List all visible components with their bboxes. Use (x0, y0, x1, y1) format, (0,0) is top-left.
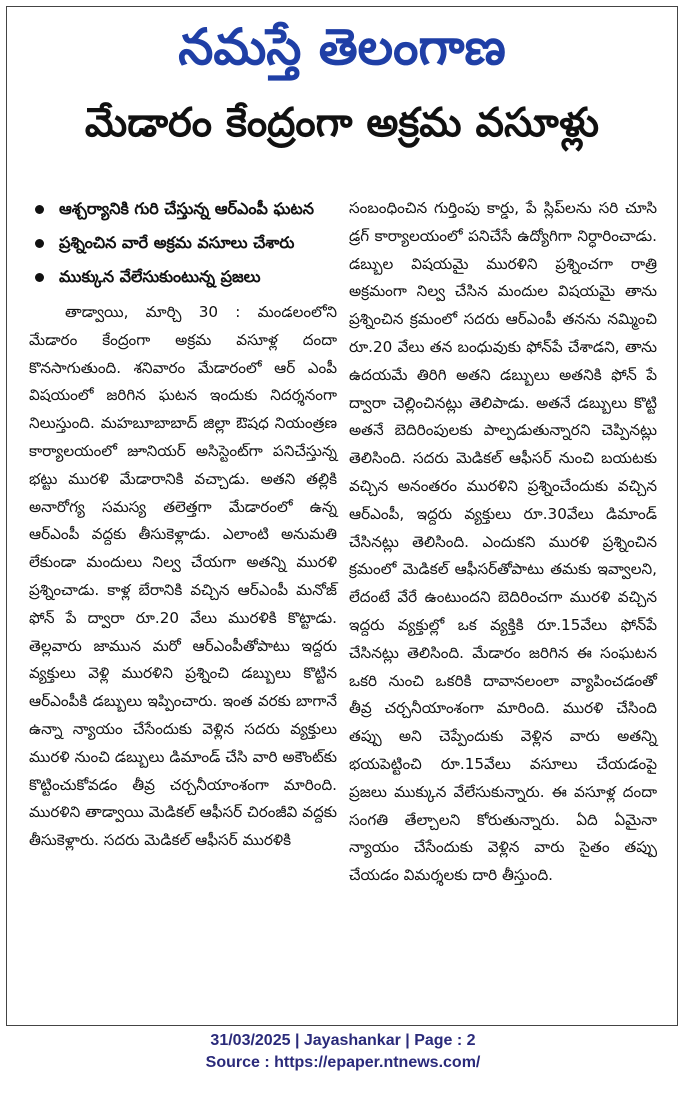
bullet-item: ముక్కున వేలేసుకుంటున్న ప్రజలు (29, 263, 337, 291)
footer-source-link[interactable]: Source : https://epaper.ntnews.com/ (205, 1054, 481, 1071)
bullet-item: ఆశ్చర్యానికి గురి చేస్తున్న ఆర్‌ఎంపీ ఘటన (29, 195, 337, 223)
article-columns (29, 195, 657, 890)
article-headline: మేడారం కేంద్రంగా అక్రమ వసూళ్లు (84, 100, 600, 146)
highlight-bullets (29, 195, 337, 291)
article-body-left: తాడ్వాయి, మార్చి 30 : మండలంలోని మేడారం కేంద్రంగా అక్రమ వసూళ్ల దందా కొనసాగుతుంది. శనివారం మేడారంలో ఆర్ ఎంపీ విషయంలో జరిగిన ఘటన ఇందుకు నిదర్శనంగా నిలుస్తుంది. మహబూబాబాద్ జిల్లా ఔషధ నియంత్రణ కార్యాలయంలో జూనియర్ అసిస్టెంట్‌గా పనిచేస్తున్న భట్టు మురళి మేడారానికి వచ్చాడు. అతని తల్లికి అనారోగ్య సమస్య తలెత్తగా మేడారంలో ఉన్న ఆర్‌ఎంపీ వద్దకు తీసుకెళ్లాడు. ఎలాంటి అనుమతి లేకుండా మందులు నిల్వ చేయగా అతన్ని మురళి ప్రశ్నించాడు. కాళ్ల బేరానికి వచ్చిన ఆర్‌ఎంపీ మనోజ్ ఫోన్ పే ద్వారా రూ.20 వేలు మురళికి కొట్టాడు. తెల్లవారు జామున మరో ఆర్‌ఎంపీతోపాటు ఇద్దరు వ్యక్తులు వెళ్లి మురళిని ప్రశ్నించి డబ్బులు కొట్టిన ఆర్‌ఎంపీకి డబ్బులు ఇప్పించారు. ఇంత వరకు బాగానే ఉన్నా న్యాయం చేసేందుకు వెళ్లిన సదరు వ్యక్తులు మురళి నుంచి డబ్బులు డిమాండ్ చేసి వారి అకౌంట్‌కు కొట్టించుకోవడం తీవ్ర చర్చనీయాంశంగా మారింది. మురళిని తాడ్వాయి మెడికల్ ఆఫీసర్ చిరంజీవి వద్దకు తీసుకెళ్లారు. సదరు మెడికల్ ఆఫీసర్ మురళికి (29, 303, 337, 850)
bullet-icon (35, 239, 44, 248)
article-body-right: సంబంధించిన గుర్తింపు కార్డు, పే స్లిప్‌లను సరి చూసి డ్రగ్ కార్యాలయంలో పనిచేసే ఉద్యోగిగా నిర్ధారించాడు. డబ్బుల విషయమై మురళిని ప్రశ్నించగా రాత్రి అక్రమంగా నిల్వ చేసిన మందుల విషయమై తాను ప్రశ్నించిన క్రమంలో సదరు ఆర్‌ఎంపీ తనను నమ్మించి రూ.20 వేలు తన బంధువుకు ఫోన్‌పే చేశాడని, తాను ఉదయమే తిరిగి అతని డబ్బులు అతనికి ఫోన్ పే ద్వారా చెల్లించినట్లు తెలిపాడు. అతనే డబ్బులు కొట్టి అతనే బెదిరింపులకు పాల్పడుతున్నారని చెప్పినట్లు తెలిసింది. సదరు మెడికల్ ఆఫీసర్ నుంచి బయటకు వచ్చిన అనంతరం మురళిని ప్రశ్నించేందుకు వచ్చిన ఆర్‌ఎంపీ, ఇద్దరు వ్యక్తులు రూ.30వేలు డిమాండ్ చేసినట్లు తెలిసింది. ఎందుకని మురళి ప్రశ్నించిన క్రమంలో మెడికల్ ఆఫీసర్‌తోపాటు తమకు ఇవ్వాలని, లేదంటే వేరే ఉంటుందని బెదిరించగా మురళి వచ్చిన ఇద్దరు వ్యక్తుల్లో ఒక వ్యక్తికి రూ.15వేలు ఫోన్‌పే చేసినట్లు తెలిసింది. మేడారం జరిగిన ఈ సంఘటన ఒకరి నుంచి ఒకరికి దావానలంలా వ్యాపించడంతో తీవ్ర చర్చనీయాంశంగా మారింది. మురళి చేసింది తప్పు అని చెప్పేందుకు వెళ్లిన వారు అతన్ని భయపెట్టించి రూ.15వేలు వసూలు చేయడంపై ప్రజలు ముక్కున వేలేసుకున్నారు. ఈ వసూళ్ల దందా సంగతి తేల్చాలని కోరుతున్నారు. ఏది ఏమైనా న్యాయం చేసేందుకు వెళ్లిన వారు సైతం తప్పు చేయడం విమర్శలకు దారి తీస్తుంది. (349, 199, 657, 885)
bullet-item: ప్రశ్నించిన వారే అక్రమ వసూలు చేశారు (29, 229, 337, 257)
left-column (29, 195, 337, 890)
bullet-icon (35, 205, 44, 214)
right-column (349, 195, 657, 890)
newspaper-clipping (6, 6, 678, 1026)
source-footer (0, 1030, 686, 1074)
bullet-icon (35, 273, 44, 282)
masthead-logo: నమస్తే తెలంగాణ (178, 18, 506, 76)
footer-date-edition: 31/03/2025 | Jayashankar | Page : 2 (210, 1032, 476, 1049)
